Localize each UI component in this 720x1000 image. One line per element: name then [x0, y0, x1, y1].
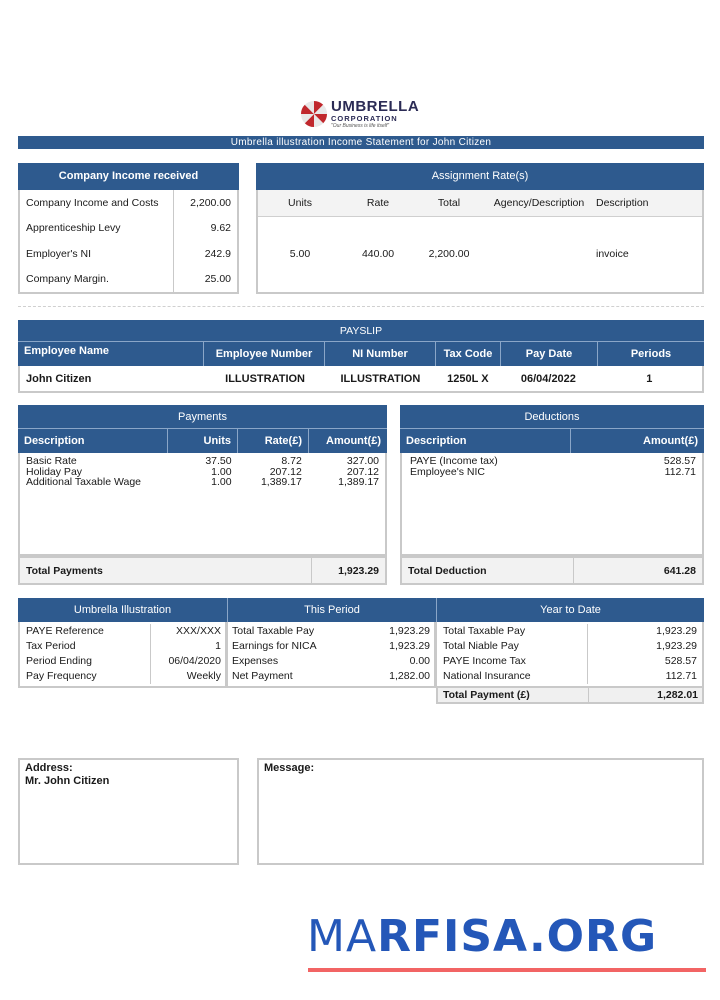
- table-row: [437, 669, 702, 684]
- payments-panel: [18, 405, 387, 556]
- row-units: 1.00: [211, 476, 232, 488]
- periods: 1: [646, 372, 653, 385]
- dashed-divider: [18, 306, 704, 307]
- total-deduction-label: Total Deduction: [408, 564, 487, 577]
- table-row: [20, 624, 225, 639]
- row-amount: 207.12: [346, 465, 380, 478]
- table-row: [228, 669, 434, 684]
- row-label: Total Niable Pay: [443, 640, 519, 652]
- assignment-rates-header: Assignment Rate(s): [256, 163, 704, 190]
- statement-title: Umbrella illustration Income Statement for John Citizen: [18, 136, 704, 149]
- umbrella-illustration-panel: [18, 598, 227, 688]
- logo-sub: CORPORATION: [331, 114, 398, 124]
- deductions-panel: [400, 405, 704, 556]
- row-label: Total Taxable Pay: [443, 625, 526, 637]
- total-payments-value: 1,923.29: [311, 558, 385, 583]
- row-amount: 528.57: [663, 455, 696, 467]
- table-row: [258, 217, 702, 290]
- table-row: [20, 669, 225, 684]
- table-row: [402, 456, 702, 467]
- ni-number: ILLUSTRATION: [340, 372, 421, 385]
- col-tax-code: Tax Code: [436, 342, 501, 366]
- col-employee-number: Employee Number: [204, 342, 325, 366]
- row-value: 25.00: [173, 267, 237, 293]
- row-description: Employee's NIC: [410, 465, 485, 478]
- deductions-rows: [402, 453, 702, 477]
- deductions-columns: [400, 429, 704, 453]
- umbrella-logo: [300, 96, 430, 132]
- row-value: 9.62: [173, 216, 237, 242]
- tax-code: 1250L X: [447, 372, 489, 385]
- units-value: 5.00: [289, 247, 311, 260]
- row-value: 1,923.29: [587, 639, 701, 654]
- table-row: [20, 190, 237, 216]
- company-income-header: Company Income received: [18, 163, 239, 190]
- row-label: Employer's NI: [26, 247, 92, 260]
- payslip-header: PAYSLIP: [18, 320, 704, 342]
- row-value: 242.9: [173, 241, 237, 267]
- table-row: [228, 654, 434, 669]
- row-value: Weekly: [150, 669, 225, 684]
- col-agency-description: Agency/Description: [493, 197, 585, 209]
- row-value: 112.71: [587, 669, 701, 684]
- year-to-date-header: Year to Date: [436, 598, 704, 622]
- row-label: Expenses: [232, 655, 279, 667]
- table-row: [228, 624, 434, 639]
- col-amount: Amount(£): [643, 435, 698, 447]
- total-deduction-value: 641.28: [573, 558, 702, 583]
- row-value: 1,923.29: [389, 640, 430, 652]
- row-value: 2,200.00: [173, 190, 237, 216]
- row-units: 1.00: [211, 465, 232, 478]
- payslip-columns: [18, 342, 704, 366]
- rate-value: 440.00: [361, 247, 395, 260]
- col-description: Description: [400, 429, 571, 453]
- payslip-panel: [18, 320, 704, 393]
- row-rate: 8.72: [281, 455, 302, 467]
- row-label: Company Margin.: [26, 273, 109, 286]
- col-units: Units: [168, 429, 238, 453]
- table-row: [20, 366, 702, 391]
- table-row: [20, 241, 237, 267]
- table-row: [20, 267, 237, 293]
- umbrella-illustration-header: Umbrella Illustration: [18, 598, 227, 622]
- row-value: 1,923.29: [389, 625, 430, 637]
- table-row: [437, 654, 702, 669]
- message-label: Message:: [264, 762, 315, 774]
- row-value: 1,282.00: [389, 670, 430, 682]
- message-box: [257, 758, 704, 865]
- company-income-table: [20, 190, 237, 292]
- marfisa-watermark: [307, 912, 657, 962]
- col-pay-date: Pay Date: [501, 342, 598, 366]
- table-row: [228, 639, 434, 654]
- ytd-total-payment-value: 1,282.01: [588, 688, 702, 702]
- pay-date: 06/04/2022: [520, 372, 576, 385]
- total-payments-row: [18, 556, 387, 585]
- row-description: Additional Taxable Wage: [26, 476, 141, 488]
- this-period-panel: [227, 598, 436, 688]
- row-value: 1,923.29: [587, 624, 701, 639]
- assignment-rates-panel: [256, 163, 704, 294]
- row-label: Tax Period: [26, 640, 76, 652]
- table-row: [437, 624, 702, 639]
- total-payments-label: Total Payments: [26, 564, 103, 577]
- row-value: XXX/XXX: [150, 624, 225, 639]
- row-units: 37.50: [205, 455, 232, 467]
- watermark-part2: RFISA: [377, 911, 529, 962]
- employee-name: John Citizen: [26, 372, 92, 385]
- col-periods: Periods: [630, 348, 672, 360]
- col-ni-number: NI Number: [325, 342, 436, 366]
- col-units: Units: [288, 197, 312, 209]
- row-description: PAYE (Income tax): [410, 455, 498, 467]
- company-income-panel: [18, 163, 239, 294]
- assignment-columns: [258, 190, 702, 217]
- row-value: 0.00: [409, 655, 430, 667]
- logo-tagline: "Our Business is life itself": [331, 122, 390, 129]
- col-amount: Amount(£): [326, 435, 381, 447]
- payments-rows: [20, 453, 385, 488]
- row-label: Earnings for NICA: [232, 640, 317, 652]
- this-period-header: This Period: [227, 598, 436, 622]
- payments-columns: [18, 429, 387, 453]
- description-value: invoice: [596, 247, 629, 260]
- row-amount: 327.00: [346, 455, 380, 467]
- row-value: 06/04/2020: [150, 654, 225, 669]
- total-deduction-row: [400, 556, 704, 585]
- ytd-total-payment-label: Total Payment (£): [443, 689, 530, 701]
- watermark-part3: .ORG: [528, 911, 658, 962]
- col-rate: Rate(£): [238, 429, 309, 453]
- address-box: [18, 758, 239, 865]
- table-row: [20, 654, 225, 669]
- row-rate: 207.12: [269, 465, 302, 478]
- address-label: Address:: [25, 762, 73, 774]
- col-description: Description: [596, 197, 649, 209]
- summary-section: [18, 598, 704, 688]
- row-label: Company Income and Costs: [26, 196, 159, 209]
- year-to-date-panel: [436, 598, 704, 688]
- table-row: [402, 467, 702, 478]
- col-total: Total: [437, 197, 461, 209]
- umbrella-logo-icon: [300, 100, 328, 128]
- ytd-total-payment-row: [436, 686, 704, 704]
- col-rate: Rate: [366, 197, 390, 209]
- row-amount: 112.71: [664, 465, 696, 478]
- row-label: Net Payment: [232, 670, 293, 682]
- row-label: Period Ending: [26, 655, 92, 667]
- table-row: [20, 456, 385, 467]
- row-label: Apprenticeship Levy: [26, 222, 121, 235]
- row-value: 528.57: [587, 654, 701, 669]
- row-description: Holiday Pay: [26, 465, 83, 478]
- total-value: 2,200.00: [428, 247, 470, 260]
- table-row: [437, 639, 702, 654]
- payments-header: Payments: [18, 405, 387, 429]
- row-description: Basic Rate: [26, 455, 77, 467]
- deductions-header: Deductions: [400, 405, 704, 429]
- col-description: Description: [18, 429, 168, 453]
- row-amount: 1,389.17: [338, 476, 380, 488]
- watermark-part1: MA: [307, 911, 378, 962]
- row-label: PAYE Reference: [26, 625, 104, 637]
- row-label: Total Taxable Pay: [232, 625, 315, 637]
- watermark-underline: [308, 968, 706, 972]
- table-row: [20, 639, 225, 654]
- table-row: [20, 477, 385, 488]
- row-label: National Insurance: [443, 670, 531, 682]
- address-value: Mr. John Citizen: [25, 775, 110, 787]
- employee-number: ILLUSTRATION: [225, 372, 305, 385]
- row-value: 1: [150, 639, 225, 654]
- table-row: [20, 216, 237, 242]
- row-label: Pay Frequency: [26, 670, 97, 682]
- logo-name: UMBRELLA: [331, 98, 420, 116]
- row-rate: 1,389.17: [260, 476, 302, 488]
- row-label: PAYE Income Tax: [443, 655, 526, 667]
- col-employee-name: Employee Name: [18, 342, 204, 366]
